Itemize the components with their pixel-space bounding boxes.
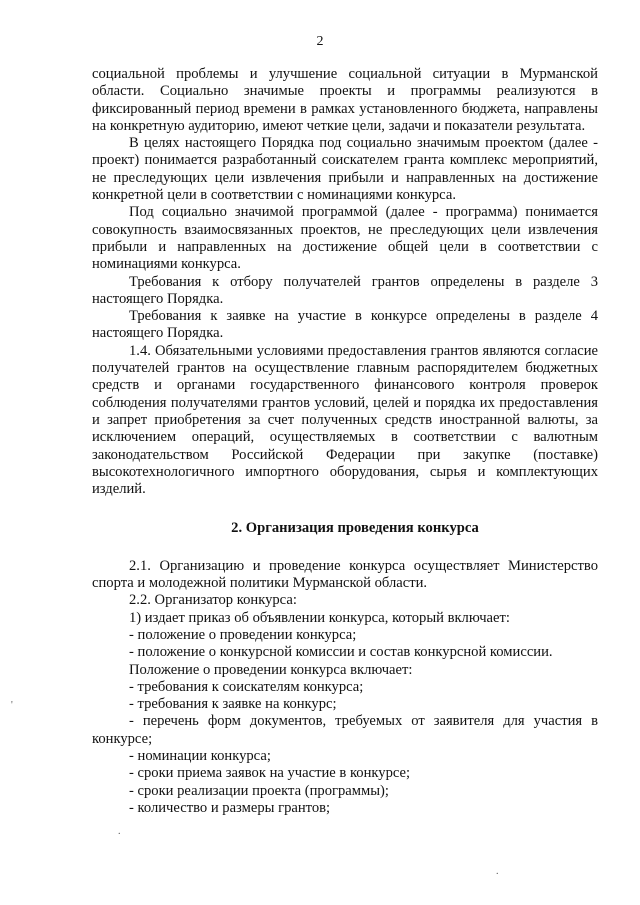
document-body xyxy=(92,66,598,817)
list-item: 1) издает приказ об объявлении конкурса, который включает: xyxy=(129,609,510,626)
scan-speck: . xyxy=(118,826,121,837)
list-item: - положение о проведении конкурса; xyxy=(129,626,357,643)
list-item: - количество и размеры грантов; xyxy=(129,799,331,816)
section-heading: 2. Организация проведения конкурса xyxy=(231,520,479,537)
scan-speck: . xyxy=(496,866,499,877)
list-item: - сроки приема заявок на участие в конкурсе; xyxy=(129,765,411,782)
list-item: - требования к заявке на конкурс; xyxy=(129,696,337,713)
paragraph-recipient-requirements: Требования к отбору получателей грантов определены в разделе 3 настоящего Порядка. xyxy=(92,273,598,307)
paragraph-continuation: социальной проблемы и улучшение социальной ситуации в Мурманской области. Социально значимые проекты и программы реализуются в фиксированный период времени в рамках установленного бюджета, направлены на конкретную аудиторию, имеют четкие цели, задачи и показатели результата. xyxy=(92,66,598,134)
page-number: 2 xyxy=(316,34,324,49)
paragraph-clause-1-4: 1.4. Обязательными условиями предоставления грантов являются согласие получателей грантов на осуществление главным распорядителем бюджетных средств и органами государственного финансового контроля проверок соблюдения получателями грантов условий, целей и порядка их предоставления и запрет приобретения за счет полученных средств иностранной валюты, за исключением операций, осуществляемых в соответствии с валютным законодательством Российской Федерации при закупке (поставке) высокотехнологичного импортного оборудования, сырья и комплектующих изделий. xyxy=(92,342,598,498)
scan-speck: ' xyxy=(11,700,13,711)
list-item: - требования к соискателям конкурса; xyxy=(129,678,364,695)
list-item: - номинации конкурса; xyxy=(129,747,271,764)
list-item: - положение о конкурсной комиссии и состав конкурсной комиссии. xyxy=(129,644,553,661)
list-item: 2.2. Организатор конкурса: xyxy=(129,592,297,609)
list-item: Положение о проведении конкурса включает: xyxy=(129,661,413,678)
paragraph-clause-2-1: 2.1. Организацию и проведение конкурса осуществляет Министерство спорта и молодежной политики Мурманской области. xyxy=(92,557,598,592)
list-item: - сроки реализации проекта (программы); xyxy=(129,782,389,799)
paragraph-application-requirements: Требования к заявке на участие в конкурсе определены в разделе 4 настоящего Порядка. xyxy=(92,308,598,342)
paragraph-project-definition: В целях настоящего Порядка под социально значимым проектом (далее - проект) понимается разработанный соискателем гранта комплекс мероприятий, не преследующих цели извлечения прибыли и направленных на достижение конкретной цели в соответствии с номинациями конкурса. xyxy=(92,135,598,204)
paragraph-program-definition: Под социально значимой программой (далее - программа) понимается совокупность взаимосвязанных проектов, не преследующих цели извлечения прибыли и направленных на достижение общей цели в соответствии с номинациями конкурса. xyxy=(92,204,598,273)
list-item: - перечень форм документов, требуемых от заявителя для участия в конкурсе; xyxy=(92,713,598,747)
